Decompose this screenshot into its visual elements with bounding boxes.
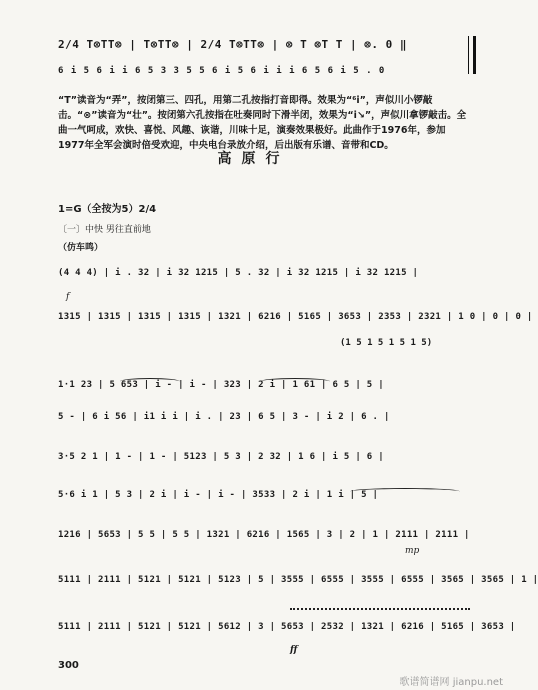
- page-number: 300: [58, 660, 79, 671]
- piece-title: 高原行: [217, 151, 290, 167]
- performance-notes: “T”读音为“弄”，按闭第三、四孔，用第二孔按指打音即得。效果为“⁶i”，声似川小锣敲击。“⊗”读音为“壮”。按闭第六孔按指在吐奏同时下滑半闭，效果为“i↘”，声似川拿锣敲击。全曲一气呵成，欢快、喜悦、风趣、诙谐，川味十足，演奏效果极好。此曲作于1976年，参加1977年全军会演时倍受欢迎，中央电台录放介绍，后出版有乐谱、音带和CD。: [58, 95, 467, 151]
- staff-line-7: 1216 | 5653 | 5 5 | 5 5 | 1321 | 6216 | 1565 | 3 | 2 | 1 | 2111 | 2111 |: [58, 530, 470, 540]
- tempo-marking: 〔一〕中快 男往直前地: [58, 225, 151, 235]
- slur-mark: [350, 488, 460, 495]
- final-barline: [468, 36, 476, 74]
- staff-line-3: 1·1 23 | 5 653 | i - | i - | 323 | 2 i | 1 61 | 6 5 | 5 |: [58, 380, 384, 390]
- staff-line-1: (4 4 4) | i . 32 | i 32 1215 | 5 . 32 | i 32 1215 | i 32 1215 |: [58, 268, 419, 278]
- trill-dotted-line: [290, 608, 470, 610]
- key-signature: 1=G（全按为5）2/4: [58, 204, 157, 215]
- staff-line-9: 5111 | 2111 | 5121 | 5121 | 5612 | 3 | 5653 | 2532 | 1321 | 6216 | 5165 | 3653 |: [58, 622, 516, 632]
- watermark: 歌谱简谱网 jianpu.net: [399, 677, 503, 688]
- slur-mark: [120, 378, 180, 385]
- slur-mark: [260, 378, 330, 385]
- dynamic-f: f: [66, 292, 70, 302]
- accompaniment-line: (1 5 1 5 1 5 1 5): [340, 338, 433, 348]
- imitation-note: （仿车鸣）: [58, 243, 104, 253]
- dynamic-mp: mp: [405, 546, 420, 556]
- staff-line-8: 5111 | 2111 | 5121 | 5121 | 5123 | 5 | 3555 | 6555 | 3555 | 6555 | 3565 | 3565 | 1 |: [58, 575, 538, 585]
- top-pitch-line: 6 i 5 6 i i 6 5 3 3 5 5 6 i 5 6 i i i 6 5 6 i 5 . 0: [58, 66, 386, 76]
- top-rhythm-line: 2/4 T⊗TT⊗ | T⊗TT⊗ | 2/4 T⊗TT⊗ | ⊗ T ⊗T T | ⊗. 0 ‖: [58, 38, 408, 51]
- staff-line-5: 3·5 2 1 | 1 - | 1 - | 5123 | 5 3 | 2 32 | 1 6 | i 5 | 6 |: [58, 452, 384, 462]
- staff-line-6: 5·6 i 1 | 5 3 | 2 i | i - | i - | 3533 | 2 i | 1 i | 5 |: [58, 490, 379, 500]
- staff-line-4: 5 - | 6 i 56 | i1 i i | i . | 23 | 6 5 | 3 - | i 2 | 6 . |: [58, 412, 390, 422]
- dynamic-ff: ff: [290, 645, 298, 655]
- staff-line-2: 1315 | 1315 | 1315 | 1315 | 1321 | 6216 | 5165 | 3653 | 2353 | 2321 | 1 0 | 0 | 0 |: [58, 312, 533, 322]
